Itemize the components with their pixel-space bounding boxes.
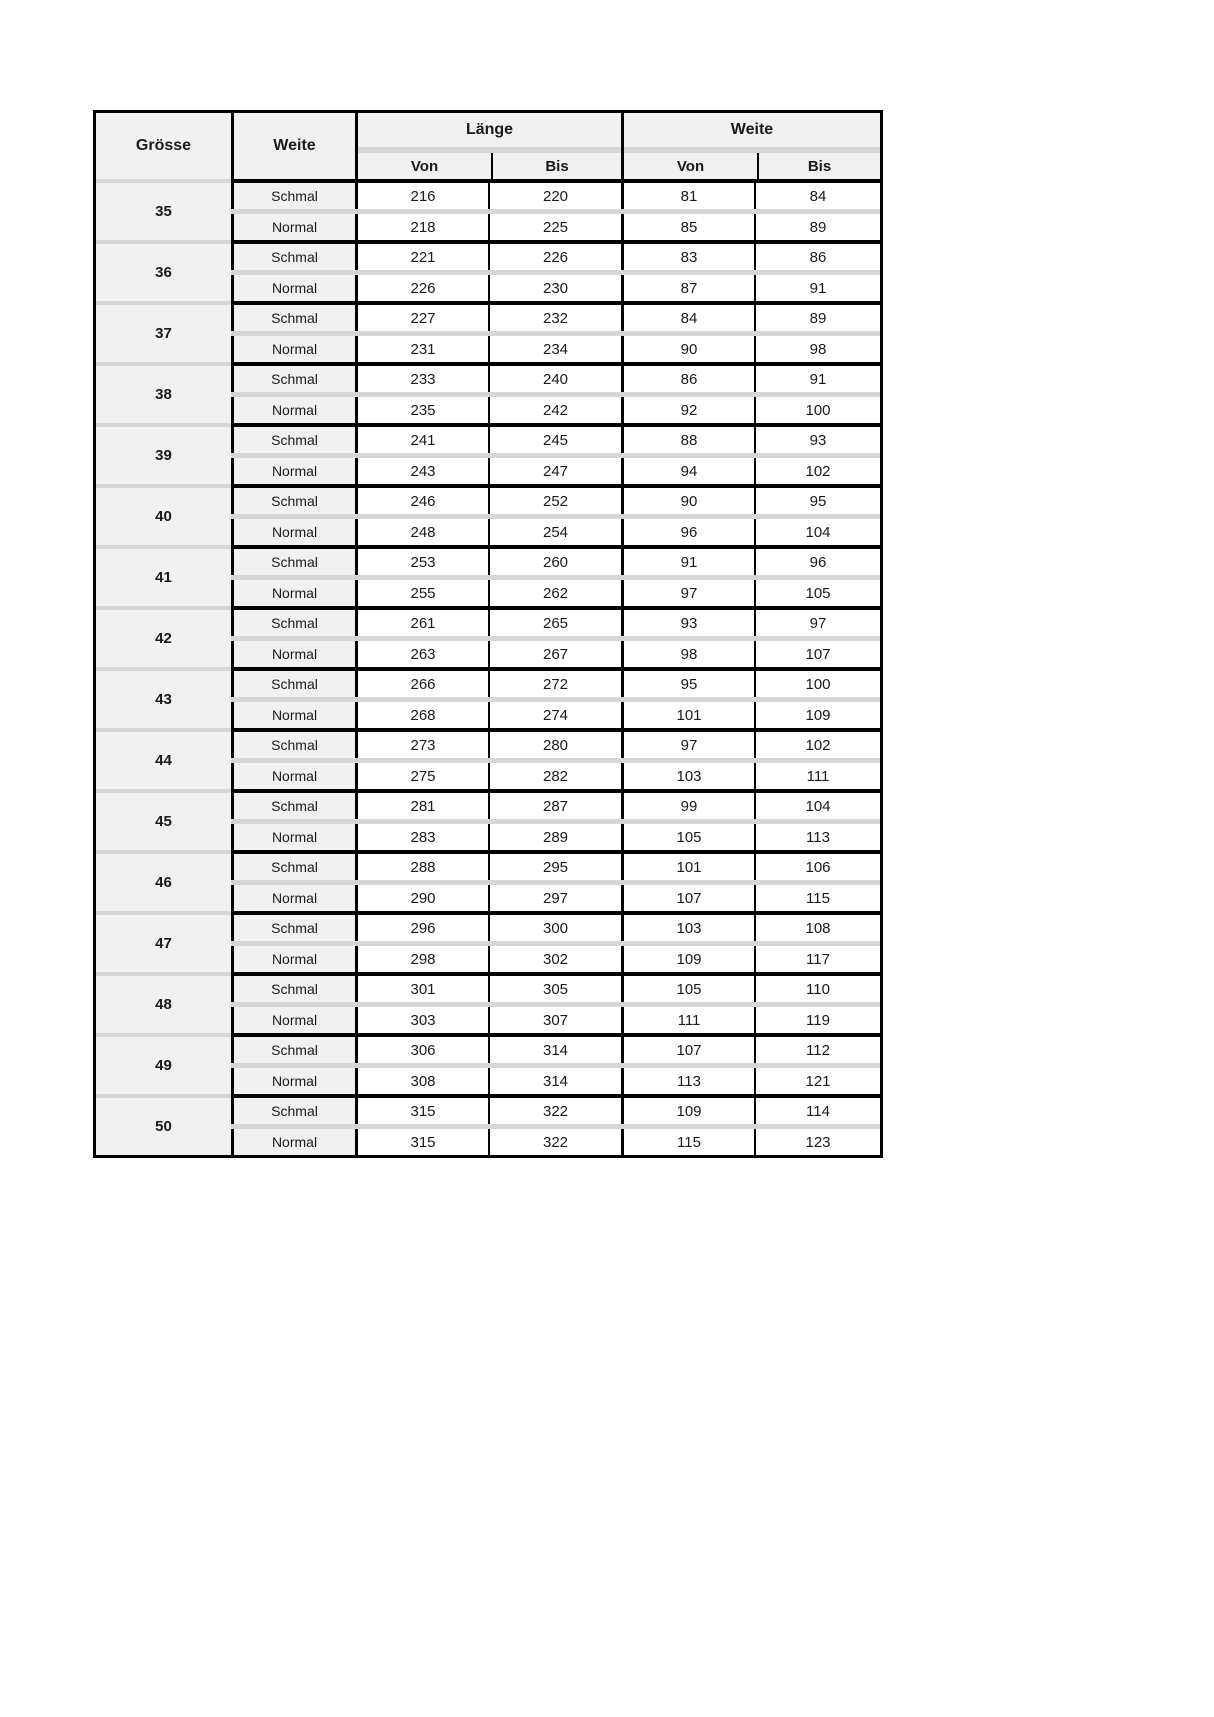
laenge-von-cell: 275 [355,763,488,789]
weite-bis-cell: 110 [754,976,880,1002]
groesse-cell: 49 [96,1037,231,1094]
weite-bis-cell: 84 [754,183,880,209]
table-row [231,763,880,789]
laenge-von-cell: 226 [355,275,488,301]
table-row [231,519,880,545]
laenge-von-cell: 255 [355,580,488,606]
weite-von-cell: 109 [621,1098,754,1124]
weite-von-cell: 93 [621,610,754,636]
laenge-bis-cell: 274 [488,702,621,728]
size-group [96,911,880,972]
laenge-bis-cell: 280 [488,732,621,758]
header-groesse: Grösse [96,113,231,179]
laenge-von-cell: 235 [355,397,488,423]
table-row [231,366,880,392]
weite-von-cell: 107 [621,1037,754,1063]
groesse-cell: 41 [96,549,231,606]
weite-von-cell: 101 [621,854,754,880]
laenge-von-cell: 221 [355,244,488,270]
groesse-cell: 50 [96,1098,231,1155]
groesse-cell: 39 [96,427,231,484]
weite-bis-cell: 86 [754,244,880,270]
laenge-von-cell: 290 [355,885,488,911]
size-group [96,606,880,667]
weite-label-cell: Schmal [231,610,355,636]
laenge-von-cell: 227 [355,305,488,331]
laenge-von-cell: 246 [355,488,488,514]
weite-bis-cell: 114 [754,1098,880,1124]
laenge-bis-cell: 307 [488,1007,621,1033]
table-row [231,1098,880,1124]
size-group [96,423,880,484]
table-row [231,1129,880,1155]
laenge-von-cell: 281 [355,793,488,819]
weite-von-cell: 107 [621,885,754,911]
laenge-bis-cell: 226 [488,244,621,270]
groesse-cell: 44 [96,732,231,789]
weite-von-cell: 99 [621,793,754,819]
header-weite-column: Weite [231,113,355,179]
table-row [231,641,880,667]
weite-label-cell: Normal [231,946,355,972]
weite-label-cell: Normal [231,519,355,545]
weite-von-cell: 83 [621,244,754,270]
laenge-bis-cell: 254 [488,519,621,545]
weite-label-cell: Schmal [231,488,355,514]
laenge-von-cell: 296 [355,915,488,941]
table-row [231,580,880,606]
laenge-bis-cell: 232 [488,305,621,331]
weite-label-cell: Schmal [231,732,355,758]
weite-von-cell: 96 [621,519,754,545]
weite-von-cell: 105 [621,976,754,1002]
table-row [231,214,880,240]
weite-bis-cell: 104 [754,519,880,545]
laenge-bis-cell: 245 [488,427,621,453]
laenge-bis-cell: 240 [488,366,621,392]
weite-bis-cell: 100 [754,671,880,697]
laenge-von-cell: 303 [355,1007,488,1033]
laenge-von-cell: 273 [355,732,488,758]
weite-label-cell: Normal [231,275,355,301]
laenge-bis-cell: 242 [488,397,621,423]
laenge-bis-cell: 287 [488,793,621,819]
weite-label-cell: Normal [231,336,355,362]
header-laenge-label: Länge [358,113,621,147]
table-row [231,732,880,758]
laenge-von-cell: 298 [355,946,488,972]
weite-label-cell: Normal [231,763,355,789]
laenge-bis-cell: 295 [488,854,621,880]
weite-label-cell: Normal [231,702,355,728]
table-row [231,1068,880,1094]
weite-von-cell: 84 [621,305,754,331]
groesse-cell: 45 [96,793,231,850]
weite-label-cell: Schmal [231,1037,355,1063]
laenge-bis-cell: 289 [488,824,621,850]
laenge-bis-cell: 220 [488,183,621,209]
weite-bis-cell: 111 [754,763,880,789]
weite-von-cell: 81 [621,183,754,209]
laenge-von-cell: 315 [355,1129,488,1155]
laenge-bis-cell: 314 [488,1068,621,1094]
weite-bis-cell: 91 [754,275,880,301]
weite-bis-cell: 98 [754,336,880,362]
table-row [231,610,880,636]
laenge-von-cell: 243 [355,458,488,484]
laenge-von-cell: 266 [355,671,488,697]
size-group [96,728,880,789]
size-chart-table [93,110,883,1158]
weite-bis-cell: 102 [754,732,880,758]
laenge-von-cell: 216 [355,183,488,209]
laenge-bis-cell: 305 [488,976,621,1002]
weite-von-cell: 115 [621,1129,754,1155]
weite-label-cell: Schmal [231,976,355,1002]
size-group [96,1033,880,1094]
weite-bis-cell: 113 [754,824,880,850]
size-group [96,789,880,850]
weite-von-cell: 91 [621,549,754,575]
table-row [231,305,880,331]
groesse-cell: 42 [96,610,231,667]
laenge-von-cell: 261 [355,610,488,636]
laenge-bis-cell: 252 [488,488,621,514]
weite-von-cell: 94 [621,458,754,484]
weite-label-cell: Schmal [231,244,355,270]
size-group [96,545,880,606]
weite-label-cell: Normal [231,580,355,606]
weite-bis-cell: 100 [754,397,880,423]
weite-label-cell: Normal [231,1068,355,1094]
weite-bis-cell: 95 [754,488,880,514]
weite-label-cell: Schmal [231,915,355,941]
weite-label-cell: Schmal [231,1098,355,1124]
size-group [96,362,880,423]
laenge-von-cell: 283 [355,824,488,850]
laenge-bis-cell: 272 [488,671,621,697]
weite-bis-cell: 89 [754,305,880,331]
laenge-von-cell: 218 [355,214,488,240]
table-row [231,488,880,514]
weite-label-cell: Schmal [231,427,355,453]
weite-von-cell: 113 [621,1068,754,1094]
laenge-von-cell: 253 [355,549,488,575]
table-row [231,427,880,453]
weite-von-cell: 92 [621,397,754,423]
laenge-von-cell: 288 [355,854,488,880]
groesse-cell: 37 [96,305,231,362]
weite-von-cell: 103 [621,763,754,789]
groesse-cell: 40 [96,488,231,545]
weite-label-cell: Normal [231,397,355,423]
groesse-cell: 48 [96,976,231,1033]
header-weite-von: Von [624,153,757,179]
weite-von-cell: 103 [621,915,754,941]
weite-von-cell: 88 [621,427,754,453]
weite-label-cell: Normal [231,1129,355,1155]
weite-label-cell: Normal [231,214,355,240]
laenge-bis-cell: 230 [488,275,621,301]
weite-label-cell: Schmal [231,671,355,697]
weite-bis-cell: 112 [754,1037,880,1063]
weite-von-cell: 86 [621,366,754,392]
weite-label-cell: Normal [231,885,355,911]
weite-bis-cell: 119 [754,1007,880,1033]
weite-von-cell: 97 [621,732,754,758]
laenge-von-cell: 315 [355,1098,488,1124]
weite-von-cell: 87 [621,275,754,301]
laenge-von-cell: 263 [355,641,488,667]
header-laenge-von: Von [358,153,491,179]
table-row [231,244,880,270]
size-group [96,850,880,911]
laenge-von-cell: 308 [355,1068,488,1094]
table-row [231,275,880,301]
table-row [231,183,880,209]
header-weite-label: Weite [624,113,880,147]
weite-bis-cell: 89 [754,214,880,240]
size-group [96,179,880,240]
header-laenge-bis: Bis [491,153,621,179]
table-row [231,671,880,697]
groesse-cell: 36 [96,244,231,301]
weite-bis-cell: 91 [754,366,880,392]
header-weite-section [621,113,880,179]
weite-bis-cell: 115 [754,885,880,911]
groesse-cell: 47 [96,915,231,972]
header-weite-bis: Bis [757,153,880,179]
weite-label-cell: Normal [231,824,355,850]
weite-label-cell: Schmal [231,366,355,392]
laenge-bis-cell: 302 [488,946,621,972]
laenge-von-cell: 233 [355,366,488,392]
table-row [231,1007,880,1033]
laenge-bis-cell: 262 [488,580,621,606]
weite-bis-cell: 102 [754,458,880,484]
weite-von-cell: 85 [621,214,754,240]
weite-von-cell: 95 [621,671,754,697]
table-row [231,549,880,575]
laenge-von-cell: 268 [355,702,488,728]
weite-von-cell: 109 [621,946,754,972]
weite-label-cell: Schmal [231,793,355,819]
weite-von-cell: 97 [621,580,754,606]
weite-von-cell: 101 [621,702,754,728]
weite-von-cell: 98 [621,641,754,667]
weite-bis-cell: 96 [754,549,880,575]
weite-bis-cell: 123 [754,1129,880,1155]
weite-label-cell: Schmal [231,183,355,209]
laenge-bis-cell: 265 [488,610,621,636]
laenge-bis-cell: 234 [488,336,621,362]
weite-label-cell: Normal [231,458,355,484]
weite-bis-cell: 121 [754,1068,880,1094]
laenge-bis-cell: 300 [488,915,621,941]
weite-label-cell: Normal [231,641,355,667]
laenge-bis-cell: 225 [488,214,621,240]
weite-von-cell: 90 [621,488,754,514]
laenge-von-cell: 301 [355,976,488,1002]
weite-bis-cell: 108 [754,915,880,941]
table-row [231,458,880,484]
laenge-bis-cell: 322 [488,1098,621,1124]
weite-label-cell: Schmal [231,854,355,880]
table-row [231,397,880,423]
laenge-von-cell: 231 [355,336,488,362]
weite-bis-cell: 117 [754,946,880,972]
laenge-bis-cell: 314 [488,1037,621,1063]
weite-bis-cell: 106 [754,854,880,880]
size-group [96,1094,880,1155]
size-group [96,484,880,545]
table-row [231,336,880,362]
weite-label-cell: Normal [231,1007,355,1033]
table-header [96,113,880,179]
laenge-von-cell: 241 [355,427,488,453]
table-row [231,824,880,850]
weite-bis-cell: 105 [754,580,880,606]
size-group [96,301,880,362]
size-group [96,972,880,1033]
weite-bis-cell: 107 [754,641,880,667]
size-group [96,667,880,728]
laenge-bis-cell: 247 [488,458,621,484]
weite-bis-cell: 104 [754,793,880,819]
table-row [231,702,880,728]
weite-von-cell: 105 [621,824,754,850]
weite-von-cell: 111 [621,1007,754,1033]
weite-von-cell: 90 [621,336,754,362]
table-row [231,793,880,819]
weite-bis-cell: 97 [754,610,880,636]
table-row [231,976,880,1002]
groesse-cell: 43 [96,671,231,728]
table-row [231,854,880,880]
groesse-cell: 38 [96,366,231,423]
laenge-von-cell: 248 [355,519,488,545]
laenge-bis-cell: 297 [488,885,621,911]
laenge-bis-cell: 322 [488,1129,621,1155]
table-row [231,946,880,972]
weite-bis-cell: 109 [754,702,880,728]
weite-label-cell: Schmal [231,305,355,331]
table-row [231,1037,880,1063]
laenge-von-cell: 306 [355,1037,488,1063]
groesse-cell: 35 [96,183,231,240]
laenge-bis-cell: 260 [488,549,621,575]
weite-bis-cell: 93 [754,427,880,453]
groesse-cell: 46 [96,854,231,911]
size-table-body [96,179,880,1155]
table-row [231,885,880,911]
laenge-bis-cell: 282 [488,763,621,789]
weite-label-cell: Schmal [231,549,355,575]
header-laenge-section [355,113,621,179]
size-group [96,240,880,301]
laenge-bis-cell: 267 [488,641,621,667]
table-row [231,915,880,941]
